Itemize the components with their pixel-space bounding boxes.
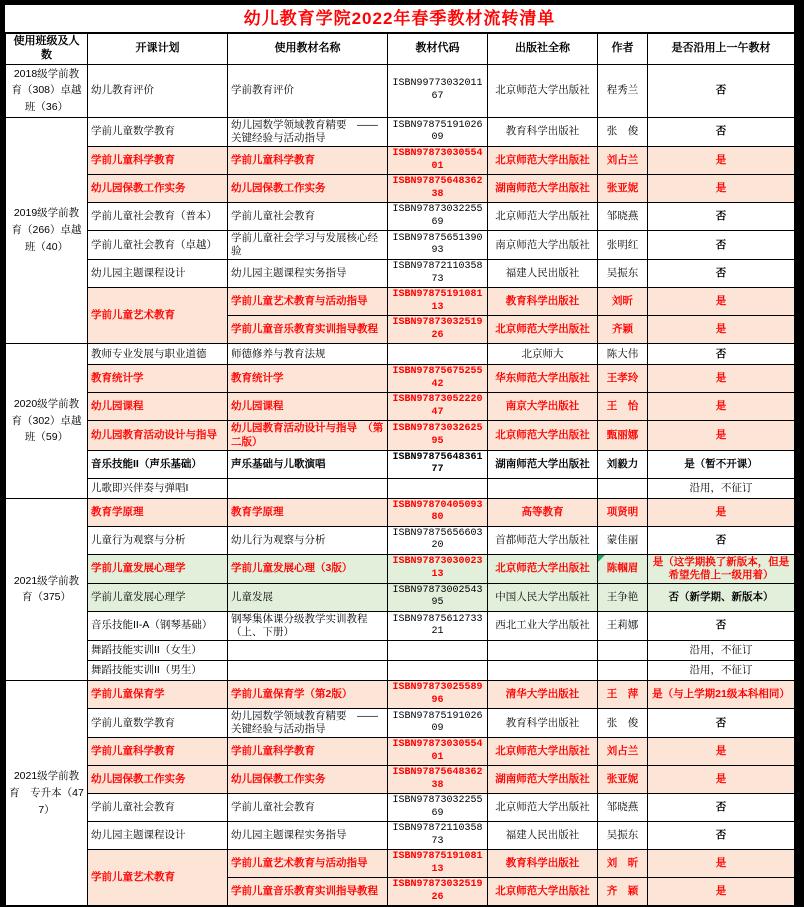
- isbn-cell: ISBN9787567525542: [388, 365, 488, 393]
- table-row: [6, 850, 795, 878]
- author-cell: 王孝玲: [598, 365, 648, 393]
- author-cell: 张 俊: [598, 117, 648, 146]
- table-row: [6, 231, 795, 260]
- course-cell: 学前儿童艺术教育: [88, 288, 228, 344]
- course-cell: 学前儿童艺术教育: [88, 850, 228, 906]
- header-publisher: 出版社全称: [488, 34, 598, 65]
- table-row: [6, 738, 795, 766]
- reuse-cell: 是: [648, 738, 795, 766]
- author-cell: 吴振东: [598, 260, 648, 288]
- table-row: [6, 478, 795, 498]
- course-cell: 学前儿童社会教育（普本）: [88, 203, 228, 231]
- course-cell: 幼儿园主题课程设计: [88, 260, 228, 288]
- book-title-cell: 学前儿童艺术教育与活动指导: [228, 288, 388, 316]
- table-row: [6, 766, 795, 794]
- isbn-cell: ISBN9787300254395: [388, 583, 488, 611]
- publisher-cell: 湖南师范大学出版社: [488, 450, 598, 478]
- course-cell: 学前儿童社会教育（卓越）: [88, 231, 228, 260]
- publisher-cell: 北京师范大学出版社: [488, 878, 598, 906]
- reuse-cell: 否（新学期、新版本）: [648, 583, 795, 611]
- author-cell: 刘毅力: [598, 450, 648, 478]
- book-title-cell: 幼儿园课程: [228, 393, 388, 421]
- class-label-cell: 2021级学前教育 专升本（477）: [6, 681, 88, 906]
- reuse-cell: 沿用，不征订: [648, 661, 795, 681]
- author-cell: [598, 641, 648, 661]
- header-book-name: 使用教材名称: [228, 34, 388, 65]
- course-cell: 教师专业发展与职业道德: [88, 344, 228, 365]
- reuse-cell: 否: [648, 117, 795, 146]
- author-cell: 甄丽娜: [598, 421, 648, 450]
- course-cell: 儿歌即兴伴奏与弹唱I: [88, 478, 228, 498]
- publisher-cell: [488, 478, 598, 498]
- author-cell: 邹晓燕: [598, 794, 648, 822]
- table-row: [6, 794, 795, 822]
- book-title-cell: [228, 641, 388, 661]
- isbn-cell: ISBN9787565660320: [388, 526, 488, 554]
- reuse-cell: 是: [648, 365, 795, 393]
- table-row: [6, 288, 795, 316]
- author-cell: 张 俊: [598, 709, 648, 738]
- publisher-cell: 南京师范大学出版社: [488, 231, 598, 260]
- table-row: [6, 365, 795, 393]
- reuse-cell: 沿用，不征订: [648, 641, 795, 661]
- author-cell: 邹晓燕: [598, 203, 648, 231]
- isbn-cell: ISBN9787564836238: [388, 766, 488, 794]
- isbn-cell: ISBN9787303225569: [388, 203, 488, 231]
- author-cell: 王 怡: [598, 393, 648, 421]
- book-title-cell: 幼儿园主题课程实务指导: [228, 260, 388, 288]
- publisher-cell: 北京师大: [488, 344, 598, 365]
- isbn-cell: ISBN9787519108113: [388, 288, 488, 316]
- page-title: 幼儿教育学院2022年春季教材流转清单: [5, 5, 794, 33]
- reuse-cell: 是（暂不开课）: [648, 450, 795, 478]
- course-cell: 幼儿园保教工作实务: [88, 175, 228, 203]
- header-course-plan: 开课计划: [88, 34, 228, 65]
- reuse-cell: 否: [648, 611, 795, 640]
- book-title-cell: 师德修养与教育法规: [228, 344, 388, 365]
- isbn-cell: ISBN9787561273321: [388, 611, 488, 640]
- isbn-cell: ISBN9787303002313: [388, 554, 488, 583]
- table-row: [6, 583, 795, 611]
- book-title-cell: 声乐基础与儿歌演唱: [228, 450, 388, 478]
- author-cell: 刘占兰: [598, 147, 648, 175]
- course-cell: 幼儿教育评价: [88, 64, 228, 117]
- author-cell: 陈帼眉: [598, 554, 648, 583]
- isbn-cell: ISBN9787303055401: [388, 147, 488, 175]
- header-class: 使用班级及人数: [6, 34, 88, 65]
- book-title-cell: 儿童发展: [228, 583, 388, 611]
- book-title-cell: 学前儿童艺术教育与活动指导: [228, 850, 388, 878]
- publisher-cell: [488, 641, 598, 661]
- course-cell: 学前儿童发展心理学: [88, 583, 228, 611]
- reuse-cell: 是: [648, 147, 795, 175]
- reuse-cell: 否: [648, 64, 795, 117]
- author-cell: 齐 颖: [598, 878, 648, 906]
- isbn-cell: [388, 478, 488, 498]
- class-label-cell: 2021级学前教育（375）: [6, 498, 88, 681]
- book-title-cell: 学前儿童社会教育: [228, 203, 388, 231]
- table-row: [6, 822, 795, 850]
- book-title-cell: 钢琴集体课分级教学实训教程 （上、下册）: [228, 611, 388, 640]
- isbn-cell: ISBN9787303262595: [388, 421, 488, 450]
- isbn-cell: [388, 641, 488, 661]
- book-title-cell: 学前儿童音乐教育实训指导教程: [228, 878, 388, 906]
- course-cell: 舞蹈技能实训II（女生）: [88, 641, 228, 661]
- book-title-cell: 教育学原理: [228, 498, 388, 526]
- book-title-cell: 教育统计学: [228, 365, 388, 393]
- book-title-cell: 学前儿童音乐教育实训指导教程: [228, 316, 388, 344]
- table-row: [6, 498, 795, 526]
- isbn-cell: ISBN9787519102609: [388, 117, 488, 146]
- author-cell: 吴振东: [598, 822, 648, 850]
- author-cell: 王争艳: [598, 583, 648, 611]
- book-title-cell: [228, 478, 388, 498]
- course-cell: 学前儿童社会教育: [88, 794, 228, 822]
- publisher-cell: 首都师范大学出版社: [488, 526, 598, 554]
- class-label-cell: 2018级学前教育（308）卓越班（36）: [6, 64, 88, 117]
- textbook-table: [5, 33, 795, 906]
- publisher-cell: 北京师范大学出版社: [488, 554, 598, 583]
- publisher-cell: 中国人民大学出版社: [488, 583, 598, 611]
- table-row: [6, 64, 795, 117]
- class-label-cell: 2019级学前教育（266）卓越班（40）: [6, 117, 88, 344]
- book-title-cell: 幼儿园教育活动设计与指导 （第二版）: [228, 421, 388, 450]
- table-row: [6, 260, 795, 288]
- reuse-cell: 否: [648, 203, 795, 231]
- publisher-cell: 清华大学出版社: [488, 681, 598, 709]
- book-title-cell: 学前儿童社会教育: [228, 794, 388, 822]
- course-cell: 学前儿童数学教育: [88, 709, 228, 738]
- header-row: [6, 34, 795, 65]
- reuse-cell: 是: [648, 850, 795, 878]
- reuse-cell: 沿用，不征订: [648, 478, 795, 498]
- author-cell: 张亚妮: [598, 175, 648, 203]
- isbn-cell: ISBN9787211035873: [388, 822, 488, 850]
- author-cell: 张亚妮: [598, 766, 648, 794]
- isbn-cell: ISBN9787564836238: [388, 175, 488, 203]
- book-title-cell: 学前儿童发展心理（3版）: [228, 554, 388, 583]
- publisher-cell: 南京大学出版社: [488, 393, 598, 421]
- course-cell: 舞蹈技能实训II（男生）: [88, 661, 228, 681]
- class-label-cell: 2020级学前教育（302）卓越班（59）: [6, 344, 88, 498]
- publisher-cell: 北京师范大学出版社: [488, 147, 598, 175]
- table-row: [6, 681, 795, 709]
- publisher-cell: 北京师范大学出版社: [488, 421, 598, 450]
- table-row: [6, 709, 795, 738]
- author-cell: 蒙佳丽: [598, 526, 648, 554]
- reuse-cell: 否: [648, 794, 795, 822]
- publisher-cell: 教育科学出版社: [488, 117, 598, 146]
- publisher-cell: 教育科学出版社: [488, 709, 598, 738]
- isbn-cell: ISBN9787303251926: [388, 878, 488, 906]
- publisher-cell: 湖南师范大学出版社: [488, 766, 598, 794]
- reuse-cell: 否: [648, 344, 795, 365]
- publisher-cell: 湖南师范大学出版社: [488, 175, 598, 203]
- course-cell: 幼儿园主题课程设计: [88, 822, 228, 850]
- publisher-cell: 北京师范大学出版社: [488, 794, 598, 822]
- publisher-cell: 北京师范大学出版社: [488, 64, 598, 117]
- reuse-cell: 否: [648, 260, 795, 288]
- table-row: [6, 344, 795, 365]
- isbn-cell: ISBN9787303055401: [388, 738, 488, 766]
- isbn-cell: [388, 661, 488, 681]
- author-cell: 刘昕: [598, 288, 648, 316]
- course-cell: 音乐技能II-A（钢琴基础）: [88, 611, 228, 640]
- table-row: [6, 641, 795, 661]
- table-row: [6, 450, 795, 478]
- author-cell: 王 萍: [598, 681, 648, 709]
- author-cell: [598, 661, 648, 681]
- course-cell: 幼儿园教育活动设计与指导: [88, 421, 228, 450]
- isbn-cell: ISBN9787302558996: [388, 681, 488, 709]
- isbn-cell: ISBN9787305222047: [388, 393, 488, 421]
- author-cell: 齐颖: [598, 316, 648, 344]
- publisher-cell: 北京师范大学出版社: [488, 203, 598, 231]
- course-cell: 学前儿童科学教育: [88, 738, 228, 766]
- table-row: [6, 661, 795, 681]
- table-row: [6, 117, 795, 146]
- reuse-cell: 是: [648, 421, 795, 450]
- reuse-cell: 是: [648, 766, 795, 794]
- course-cell: 学前儿童保育学: [88, 681, 228, 709]
- course-cell: 学前儿童数学教育: [88, 117, 228, 146]
- publisher-cell: 福建人民出版社: [488, 260, 598, 288]
- isbn-cell: ISBN9787303225569: [388, 794, 488, 822]
- header-book-code: 教材代码: [388, 34, 488, 65]
- author-cell: 项贤明: [598, 498, 648, 526]
- author-cell: 王莉娜: [598, 611, 648, 640]
- reuse-cell: 是: [648, 175, 795, 203]
- author-cell: 陈大伟: [598, 344, 648, 365]
- reuse-cell: 是: [648, 393, 795, 421]
- reuse-cell: 否: [648, 709, 795, 738]
- reuse-cell: 是（这学期换了新版本，但是希望先借上一级用着）: [648, 554, 795, 583]
- isbn-cell: ISBN9787040509380: [388, 498, 488, 526]
- table-body: [6, 64, 795, 906]
- publisher-cell: 北京师范大学出版社: [488, 738, 598, 766]
- table-row: [6, 611, 795, 640]
- table-row: [6, 421, 795, 450]
- reuse-cell: 是: [648, 498, 795, 526]
- book-title-cell: 幼儿园主题课程实务指导: [228, 822, 388, 850]
- isbn-cell: ISBN9787519108113: [388, 850, 488, 878]
- isbn-cell: [388, 344, 488, 365]
- isbn-cell: ISBN9787519102609: [388, 709, 488, 738]
- author-cell: 张明红: [598, 231, 648, 260]
- isbn-cell: ISBN9787211035873: [388, 260, 488, 288]
- isbn-cell: ISBN9787564836177: [388, 450, 488, 478]
- book-title-cell: [228, 661, 388, 681]
- reuse-cell: 否: [648, 231, 795, 260]
- publisher-cell: [488, 661, 598, 681]
- book-title-cell: 幼儿园保教工作实务: [228, 766, 388, 794]
- header-reuse: 是否沿用上一午教材: [648, 34, 795, 65]
- course-cell: 学前儿童发展心理学: [88, 554, 228, 583]
- course-cell: 幼儿园保教工作实务: [88, 766, 228, 794]
- book-title-cell: 幼儿园数学领域教育精要 ——关键经验与活动指导: [228, 117, 388, 146]
- publisher-cell: 福建人民出版社: [488, 822, 598, 850]
- reuse-cell: 否: [648, 526, 795, 554]
- course-cell: 儿童行为观察与分析: [88, 526, 228, 554]
- book-title-cell: 学前教育评价: [228, 64, 388, 117]
- isbn-cell: ISBN9977303201167: [388, 64, 488, 117]
- book-title-cell: 学前儿童保育学（第2版）: [228, 681, 388, 709]
- table-row: [6, 554, 795, 583]
- header-author: 作者: [598, 34, 648, 65]
- publisher-cell: 教育科学出版社: [488, 850, 598, 878]
- table-row: [6, 393, 795, 421]
- author-cell: [598, 478, 648, 498]
- table-row: [6, 203, 795, 231]
- book-title-cell: 学前儿童社会学习与发展核心经验: [228, 231, 388, 260]
- publisher-cell: 西北工业大学出版社: [488, 611, 598, 640]
- reuse-cell: 是: [648, 316, 795, 344]
- isbn-cell: ISBN9787565139093: [388, 231, 488, 260]
- author-cell: 刘 昕: [598, 850, 648, 878]
- publisher-cell: 北京师范大学出版社: [488, 316, 598, 344]
- publisher-cell: 教育科学出版社: [488, 288, 598, 316]
- publisher-cell: 华东师范大学出版社: [488, 365, 598, 393]
- book-title-cell: 学前儿童科学教育: [228, 147, 388, 175]
- book-title-cell: 学前儿童科学教育: [228, 738, 388, 766]
- course-cell: 音乐技能II（声乐基础）: [88, 450, 228, 478]
- reuse-cell: 否: [648, 822, 795, 850]
- table-row: [6, 526, 795, 554]
- isbn-cell: ISBN9787303251926: [388, 316, 488, 344]
- publisher-cell: 高等教育: [488, 498, 598, 526]
- book-title-cell: 幼儿园保教工作实务: [228, 175, 388, 203]
- course-cell: 幼儿园课程: [88, 393, 228, 421]
- course-cell: 教育统计学: [88, 365, 228, 393]
- course-cell: 教育学原理: [88, 498, 228, 526]
- author-cell: 程秀兰: [598, 64, 648, 117]
- author-cell: 刘占兰: [598, 738, 648, 766]
- textbook-list-sheet: [4, 4, 795, 907]
- course-cell: 学前儿童科学教育: [88, 147, 228, 175]
- table-row: [6, 175, 795, 203]
- reuse-cell: 是（与上学期21级本科相同）: [648, 681, 795, 709]
- book-title-cell: 幼儿行为观察与分析: [228, 526, 388, 554]
- table-row: [6, 147, 795, 175]
- reuse-cell: 是: [648, 878, 795, 906]
- book-title-cell: 幼儿园数学领域教育精要 ——关键经验与活动指导: [228, 709, 388, 738]
- reuse-cell: 是: [648, 288, 795, 316]
